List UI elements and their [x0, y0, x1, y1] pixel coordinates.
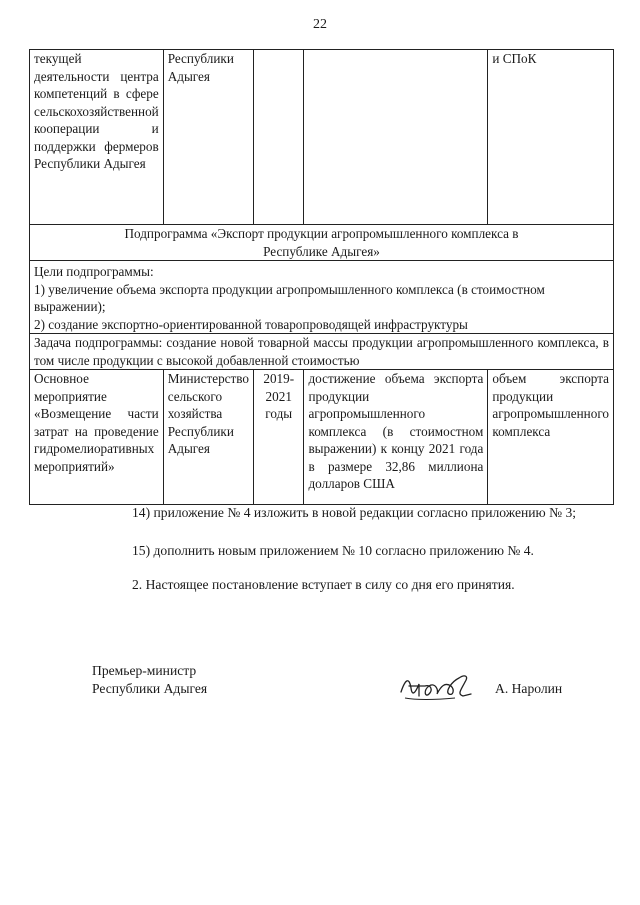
program-table — [29, 49, 614, 505]
cell-period — [254, 50, 304, 225]
cell-period: 2019-2021 годы — [254, 370, 304, 505]
paragraph-15: 15) дополнить новым приложением № 10 согласно приложению № 4. — [132, 543, 534, 558]
subprogram-goals — [30, 261, 614, 334]
cell-activity: текущей деятельности центра компетенций в сфере сельскохозяйственной кооперации и поддержки фермеров Республики Адыгея — [30, 50, 164, 225]
signatory-name: А. Наролин — [495, 681, 563, 696]
page-number: 22 — [313, 17, 327, 32]
table-row — [30, 261, 614, 334]
paragraph-14: 14) приложение № 4 изложить в новой редакции согласно приложению № 3; — [132, 505, 577, 520]
position-line: Премьер-министр — [92, 663, 197, 678]
cell-indicator: и СПоК — [488, 50, 614, 225]
subprogram-task: Задача подпрограммы: создание новой товарной массы продукции агропромышленного комплекса, в том числе продукции с высокой добавленной стоимостью — [30, 334, 614, 370]
table-row — [30, 334, 614, 370]
signatory-position — [92, 662, 207, 698]
cell-result — [304, 50, 488, 225]
goal-item: 2) создание экспортно-ориентированной товаропроводящей инфраструктуры — [34, 316, 468, 332]
table-row — [30, 50, 614, 225]
cell-executor: Министерство сельского хозяйства Республики Адыгея — [163, 370, 253, 505]
goals-heading: Цели подпрограммы: — [34, 264, 154, 279]
cell-indicator: объем экспорта продукции агропромышленного комплекса — [488, 370, 614, 505]
subprogram-title: Подпрограмма «Экспорт продукции агропромышленного комплекса в Республике Адыгея» — [30, 225, 614, 261]
cell-result: достижение объема экспорта продукции агропромышленного комплекса (в стоимостном выражении) к концу 2021 года в размере 32,86 миллиона долларов США — [304, 370, 488, 505]
table-row — [30, 370, 614, 505]
cell-activity: Основное мероприятие «Возмещение части затрат на проведение гидромелиоративных мероприятий» — [30, 370, 164, 505]
paragraph-2: 2. Настоящее постановление вступает в силу со дня его принятия. — [132, 577, 515, 592]
table-row — [30, 225, 614, 261]
position-line: Республики Адыгея — [92, 681, 208, 696]
handwritten-signature — [395, 664, 475, 706]
cell-executor: Республики Адыгея — [163, 50, 253, 225]
goal-item: 1) увеличение объема экспорта продукции агропромышленного комплекса (в стоимостном выражении); — [34, 281, 545, 314]
